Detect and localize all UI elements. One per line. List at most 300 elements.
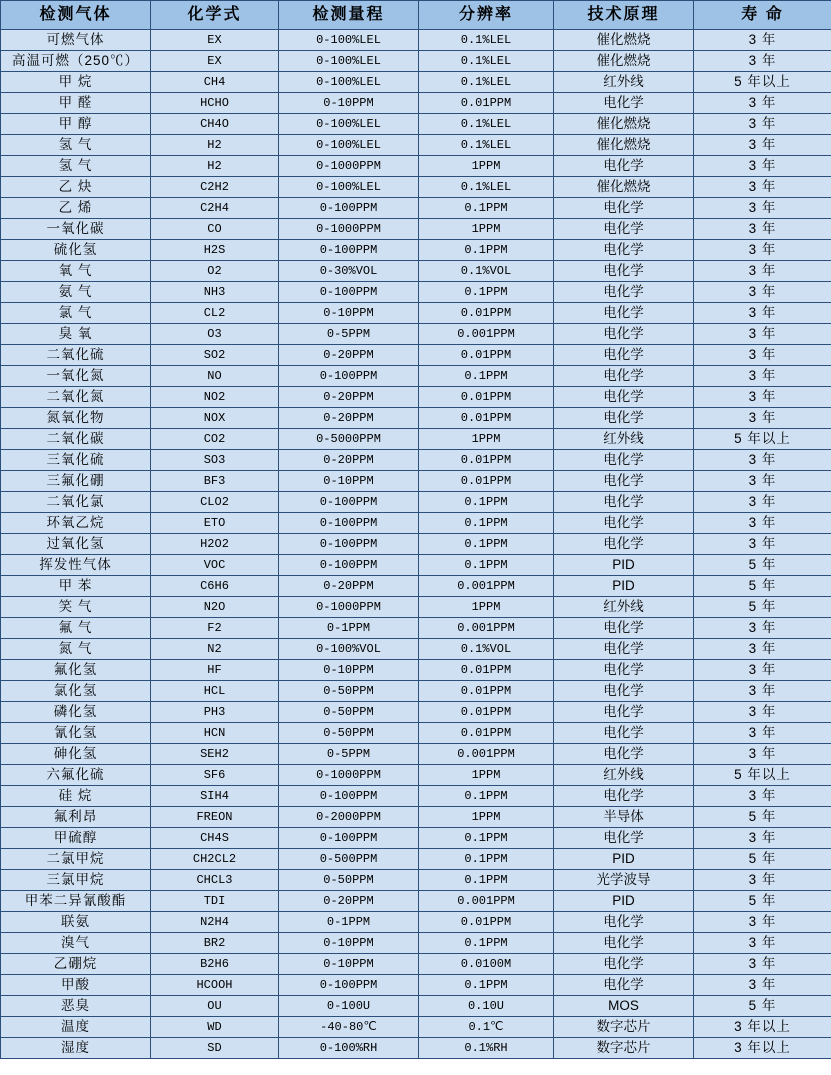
cell-gas-name: 一氧化氮 (1, 366, 151, 387)
cell-lifespan: 3 年 (694, 492, 831, 513)
cell-chemical-formula: N2H4 (151, 912, 279, 933)
cell-chemical-formula: H2 (151, 135, 279, 156)
cell-detection-range: 0-50PPM (279, 870, 419, 891)
cell-technical-principle: 电化学 (554, 471, 694, 492)
cell-lifespan: 3 年 (694, 30, 831, 51)
cell-detection-range: 0-1000PPM (279, 156, 419, 177)
cell-lifespan: 3 年 (694, 534, 831, 555)
cell-chemical-formula: SD (151, 1038, 279, 1059)
cell-lifespan: 3 年 (694, 933, 831, 954)
cell-chemical-formula: H2 (151, 156, 279, 177)
cell-chemical-formula: CH4S (151, 828, 279, 849)
table-row (1, 135, 831, 156)
cell-gas-name: 过氧化氢 (1, 534, 151, 555)
cell-technical-principle: 电化学 (554, 303, 694, 324)
cell-chemical-formula: SO2 (151, 345, 279, 366)
cell-gas-name: 甲 苯 (1, 576, 151, 597)
table-row (1, 870, 831, 891)
cell-resolution: 0.1%LEL (419, 177, 554, 198)
table-row (1, 471, 831, 492)
cell-lifespan: 3 年 (694, 702, 831, 723)
cell-lifespan: 5 年 (694, 807, 831, 828)
cell-lifespan: 3 年 (694, 51, 831, 72)
cell-resolution: 0.01PPM (419, 345, 554, 366)
table-row (1, 639, 831, 660)
cell-detection-range: 0-5000PPM (279, 429, 419, 450)
cell-gas-name: 温度 (1, 1017, 151, 1038)
cell-chemical-formula: H2S (151, 240, 279, 261)
cell-lifespan: 3 年 (694, 93, 831, 114)
cell-lifespan: 3 年以上 (694, 1038, 831, 1059)
cell-detection-range: 0-100PPM (279, 828, 419, 849)
cell-resolution: 0.1℃ (419, 1017, 554, 1038)
cell-technical-principle: 电化学 (554, 786, 694, 807)
cell-gas-name: 甲苯二异氰酸酯 (1, 891, 151, 912)
cell-detection-range: 0-100PPM (279, 534, 419, 555)
cell-lifespan: 5 年 (694, 996, 831, 1017)
table-row (1, 744, 831, 765)
cell-resolution: 0.1PPM (419, 828, 554, 849)
table-row (1, 261, 831, 282)
table-row (1, 429, 831, 450)
cell-lifespan: 3 年 (694, 618, 831, 639)
cell-technical-principle: 红外线 (554, 429, 694, 450)
cell-detection-range: 0-50PPM (279, 681, 419, 702)
cell-chemical-formula: BR2 (151, 933, 279, 954)
cell-chemical-formula: CO (151, 219, 279, 240)
table-row (1, 30, 831, 51)
cell-resolution: 0.1PPM (419, 555, 554, 576)
cell-resolution: 0.001PPM (419, 891, 554, 912)
cell-gas-name: 臭 氧 (1, 324, 151, 345)
cell-resolution: 0.1PPM (419, 975, 554, 996)
cell-resolution: 0.01PPM (419, 387, 554, 408)
cell-chemical-formula: FREON (151, 807, 279, 828)
cell-technical-principle: 数字芯片 (554, 1017, 694, 1038)
cell-gas-name: 氯 气 (1, 303, 151, 324)
table-row (1, 303, 831, 324)
table-row (1, 324, 831, 345)
table-row (1, 618, 831, 639)
cell-chemical-formula: O3 (151, 324, 279, 345)
cell-lifespan: 3 年 (694, 471, 831, 492)
cell-lifespan: 3 年 (694, 282, 831, 303)
cell-gas-name: 高温可燃（250℃） (1, 51, 151, 72)
cell-gas-name: 乙 炔 (1, 177, 151, 198)
table-row (1, 492, 831, 513)
cell-resolution: 0.1PPM (419, 282, 554, 303)
table-row (1, 660, 831, 681)
cell-chemical-formula: C2H2 (151, 177, 279, 198)
cell-technical-principle: PID (554, 849, 694, 870)
cell-chemical-formula: HCOOH (151, 975, 279, 996)
cell-resolution: 0.1%VOL (419, 261, 554, 282)
cell-lifespan: 3 年 (694, 198, 831, 219)
cell-technical-principle: 电化学 (554, 702, 694, 723)
table-row (1, 408, 831, 429)
cell-resolution: 0.1PPM (419, 492, 554, 513)
column-header-detection-range: 检测量程 (279, 1, 419, 30)
cell-gas-name: 三氟化硼 (1, 471, 151, 492)
cell-lifespan: 3 年 (694, 114, 831, 135)
cell-lifespan: 3 年 (694, 639, 831, 660)
cell-technical-principle: PID (554, 891, 694, 912)
cell-gas-name: 湿度 (1, 1038, 151, 1059)
cell-technical-principle: 电化学 (554, 219, 694, 240)
cell-lifespan: 3 年 (694, 660, 831, 681)
cell-chemical-formula: BF3 (151, 471, 279, 492)
table-row (1, 681, 831, 702)
cell-technical-principle: 电化学 (554, 534, 694, 555)
cell-gas-name: 恶臭 (1, 996, 151, 1017)
cell-chemical-formula: N2O (151, 597, 279, 618)
cell-lifespan: 3 年 (694, 786, 831, 807)
cell-technical-principle: 电化学 (554, 408, 694, 429)
cell-technical-principle: 电化学 (554, 240, 694, 261)
cell-resolution: 0.01PPM (419, 681, 554, 702)
cell-gas-name: 二氧化碳 (1, 429, 151, 450)
cell-detection-range: 0-100PPM (279, 555, 419, 576)
cell-lifespan: 3 年 (694, 156, 831, 177)
cell-resolution: 1PPM (419, 807, 554, 828)
cell-resolution: 0.01PPM (419, 93, 554, 114)
cell-resolution: 0.001PPM (419, 618, 554, 639)
table-row (1, 51, 831, 72)
cell-lifespan: 5 年以上 (694, 429, 831, 450)
cell-chemical-formula: C2H4 (151, 198, 279, 219)
cell-detection-range: 0-20PPM (279, 345, 419, 366)
cell-lifespan: 3 年 (694, 261, 831, 282)
table-row (1, 156, 831, 177)
table-row (1, 912, 831, 933)
cell-detection-range: 0-1000PPM (279, 765, 419, 786)
cell-detection-range: 0-10PPM (279, 303, 419, 324)
cell-chemical-formula: HCL (151, 681, 279, 702)
cell-chemical-formula: F2 (151, 618, 279, 639)
cell-detection-range: 0-100U (279, 996, 419, 1017)
cell-lifespan: 3 年 (694, 450, 831, 471)
cell-resolution: 1PPM (419, 765, 554, 786)
cell-lifespan: 5 年以上 (694, 765, 831, 786)
cell-detection-range: 0-100PPM (279, 786, 419, 807)
cell-chemical-formula: CH4O (151, 114, 279, 135)
cell-gas-name: 二氧化氮 (1, 387, 151, 408)
cell-detection-range: 0-100PPM (279, 513, 419, 534)
cell-gas-name: 六氟化硫 (1, 765, 151, 786)
cell-technical-principle: 电化学 (554, 681, 694, 702)
cell-gas-name: 乙 烯 (1, 198, 151, 219)
cell-technical-principle: 电化学 (554, 156, 694, 177)
cell-chemical-formula: SIH4 (151, 786, 279, 807)
cell-chemical-formula: CH4 (151, 72, 279, 93)
cell-lifespan: 5 年以上 (694, 72, 831, 93)
cell-technical-principle: 电化学 (554, 513, 694, 534)
cell-resolution: 0.01PPM (419, 303, 554, 324)
cell-resolution: 0.1%LEL (419, 72, 554, 93)
cell-lifespan: 3 年 (694, 828, 831, 849)
cell-resolution: 0.10U (419, 996, 554, 1017)
cell-chemical-formula: HF (151, 660, 279, 681)
cell-gas-name: 挥发性气体 (1, 555, 151, 576)
table-row (1, 93, 831, 114)
cell-detection-range: 0-2000PPM (279, 807, 419, 828)
cell-resolution: 0.01PPM (419, 450, 554, 471)
cell-detection-range: 0-20PPM (279, 408, 419, 429)
cell-technical-principle: 红外线 (554, 597, 694, 618)
cell-technical-principle: 电化学 (554, 345, 694, 366)
cell-resolution: 0.001PPM (419, 744, 554, 765)
cell-chemical-formula: SO3 (151, 450, 279, 471)
cell-gas-name: 可燃气体 (1, 30, 151, 51)
table-row (1, 576, 831, 597)
cell-resolution: 0.001PPM (419, 324, 554, 345)
cell-detection-range: 0-10PPM (279, 93, 419, 114)
cell-technical-principle: 催化燃烧 (554, 51, 694, 72)
cell-detection-range: 0-20PPM (279, 450, 419, 471)
cell-technical-principle: 电化学 (554, 723, 694, 744)
cell-detection-range: 0-100PPM (279, 240, 419, 261)
cell-gas-name: 硅 烷 (1, 786, 151, 807)
cell-gas-name: 三氧化硫 (1, 450, 151, 471)
table-row (1, 366, 831, 387)
table-row (1, 954, 831, 975)
cell-gas-name: 甲酸 (1, 975, 151, 996)
cell-resolution: 0.01PPM (419, 702, 554, 723)
cell-technical-principle: 电化学 (554, 933, 694, 954)
table-row (1, 786, 831, 807)
cell-lifespan: 3 年以上 (694, 1017, 831, 1038)
cell-lifespan: 3 年 (694, 387, 831, 408)
cell-gas-name: 甲硫醇 (1, 828, 151, 849)
cell-chemical-formula: CO2 (151, 429, 279, 450)
cell-lifespan: 5 年 (694, 849, 831, 870)
cell-gas-name: 环氧乙烷 (1, 513, 151, 534)
cell-detection-range: 0-10PPM (279, 471, 419, 492)
cell-lifespan: 3 年 (694, 240, 831, 261)
table-row (1, 345, 831, 366)
cell-resolution: 0.01PPM (419, 660, 554, 681)
cell-detection-range: 0-500PPM (279, 849, 419, 870)
cell-chemical-formula: CH2CL2 (151, 849, 279, 870)
cell-resolution: 0.1%RH (419, 1038, 554, 1059)
cell-detection-range: -40-80℃ (279, 1017, 419, 1038)
cell-chemical-formula: SF6 (151, 765, 279, 786)
cell-resolution: 0.1PPM (419, 870, 554, 891)
cell-lifespan: 5 年 (694, 597, 831, 618)
cell-resolution: 0.1PPM (419, 933, 554, 954)
table-row (1, 534, 831, 555)
cell-chemical-formula: EX (151, 30, 279, 51)
table-row (1, 555, 831, 576)
cell-detection-range: 0-100PPM (279, 198, 419, 219)
cell-detection-range: 0-20PPM (279, 891, 419, 912)
cell-technical-principle: 电化学 (554, 618, 694, 639)
cell-technical-principle: 催化燃烧 (554, 177, 694, 198)
column-header-gas-name: 检测气体 (1, 1, 151, 30)
cell-technical-principle: 电化学 (554, 660, 694, 681)
column-header-chemical-formula: 化学式 (151, 1, 279, 30)
cell-chemical-formula: OU (151, 996, 279, 1017)
cell-technical-principle: 电化学 (554, 450, 694, 471)
cell-detection-range: 0-100PPM (279, 975, 419, 996)
cell-chemical-formula: CL2 (151, 303, 279, 324)
cell-gas-name: 氢 气 (1, 156, 151, 177)
cell-technical-principle: 电化学 (554, 744, 694, 765)
cell-gas-name: 氧 气 (1, 261, 151, 282)
table-row (1, 597, 831, 618)
cell-detection-range: 0-10PPM (279, 660, 419, 681)
cell-technical-principle: 电化学 (554, 975, 694, 996)
cell-technical-principle: 电化学 (554, 366, 694, 387)
cell-gas-name: 氢 气 (1, 135, 151, 156)
cell-lifespan: 3 年 (694, 513, 831, 534)
cell-chemical-formula: PH3 (151, 702, 279, 723)
table-row (1, 177, 831, 198)
cell-detection-range: 0-10PPM (279, 954, 419, 975)
cell-gas-name: 一氧化碳 (1, 219, 151, 240)
cell-gas-name: 联氨 (1, 912, 151, 933)
cell-technical-principle: 电化学 (554, 639, 694, 660)
cell-resolution: 0.1%LEL (419, 30, 554, 51)
cell-detection-range: 0-100PPM (279, 282, 419, 303)
table-row (1, 1017, 831, 1038)
cell-lifespan: 5 年 (694, 891, 831, 912)
cell-detection-range: 0-30%VOL (279, 261, 419, 282)
cell-technical-principle: 数字芯片 (554, 1038, 694, 1059)
cell-detection-range: 0-100%RH (279, 1038, 419, 1059)
cell-resolution: 1PPM (419, 429, 554, 450)
cell-technical-principle: 电化学 (554, 954, 694, 975)
cell-detection-range: 0-50PPM (279, 702, 419, 723)
cell-detection-range: 0-50PPM (279, 723, 419, 744)
cell-lifespan: 3 年 (694, 744, 831, 765)
cell-technical-principle: 电化学 (554, 93, 694, 114)
cell-gas-name: 氮氧化物 (1, 408, 151, 429)
cell-gas-name: 氟 气 (1, 618, 151, 639)
cell-gas-name: 磷化氢 (1, 702, 151, 723)
table-row (1, 891, 831, 912)
cell-detection-range: 0-1PPM (279, 912, 419, 933)
cell-detection-range: 0-20PPM (279, 387, 419, 408)
cell-resolution: 0.1PPM (419, 534, 554, 555)
cell-detection-range: 0-100PPM (279, 492, 419, 513)
cell-technical-principle: 电化学 (554, 387, 694, 408)
cell-resolution: 0.1%LEL (419, 114, 554, 135)
cell-resolution: 0.1PPM (419, 240, 554, 261)
table-row (1, 849, 831, 870)
cell-technical-principle: 电化学 (554, 282, 694, 303)
cell-technical-principle: 电化学 (554, 492, 694, 513)
cell-technical-principle: 电化学 (554, 828, 694, 849)
table-row (1, 975, 831, 996)
cell-lifespan: 3 年 (694, 303, 831, 324)
table-row (1, 702, 831, 723)
cell-chemical-formula: TDI (151, 891, 279, 912)
cell-technical-principle: 催化燃烧 (554, 135, 694, 156)
cell-resolution: 0.1PPM (419, 513, 554, 534)
cell-detection-range: 0-10PPM (279, 933, 419, 954)
cell-gas-name: 氟化氢 (1, 660, 151, 681)
table-header (1, 1, 831, 30)
cell-lifespan: 3 年 (694, 324, 831, 345)
cell-resolution: 0.01PPM (419, 912, 554, 933)
cell-gas-name: 氯化氢 (1, 681, 151, 702)
cell-chemical-formula: ETO (151, 513, 279, 534)
table-row (1, 72, 831, 93)
cell-technical-principle: 电化学 (554, 912, 694, 933)
cell-gas-name: 硫化氢 (1, 240, 151, 261)
cell-chemical-formula: CHCL3 (151, 870, 279, 891)
cell-technical-principle: 电化学 (554, 324, 694, 345)
cell-resolution: 0.0100M (419, 954, 554, 975)
cell-lifespan: 3 年 (694, 681, 831, 702)
cell-detection-range: 0-100%LEL (279, 114, 419, 135)
cell-lifespan: 5 年 (694, 576, 831, 597)
cell-chemical-formula: N2 (151, 639, 279, 660)
cell-gas-name: 甲 烷 (1, 72, 151, 93)
column-header-technical-principle: 技术原理 (554, 1, 694, 30)
cell-technical-principle: MOS (554, 996, 694, 1017)
table-row (1, 387, 831, 408)
cell-resolution: 0.1%LEL (419, 135, 554, 156)
cell-gas-name: 二氧化氯 (1, 492, 151, 513)
cell-resolution: 0.1PPM (419, 849, 554, 870)
cell-lifespan: 3 年 (694, 912, 831, 933)
cell-detection-range: 0-5PPM (279, 744, 419, 765)
table-row (1, 1038, 831, 1059)
cell-chemical-formula: NO (151, 366, 279, 387)
table-row (1, 450, 831, 471)
cell-resolution: 0.01PPM (419, 408, 554, 429)
cell-gas-name: 氮 气 (1, 639, 151, 660)
cell-technical-principle: 光学波导 (554, 870, 694, 891)
cell-chemical-formula: CLO2 (151, 492, 279, 513)
cell-detection-range: 0-100PPM (279, 366, 419, 387)
cell-technical-principle: 催化燃烧 (554, 114, 694, 135)
cell-gas-name: 甲 醇 (1, 114, 151, 135)
cell-technical-principle: PID (554, 576, 694, 597)
cell-gas-name: 三氯甲烷 (1, 870, 151, 891)
cell-chemical-formula: SEH2 (151, 744, 279, 765)
cell-detection-range: 0-100%LEL (279, 177, 419, 198)
table-row (1, 114, 831, 135)
cell-lifespan: 3 年 (694, 723, 831, 744)
cell-chemical-formula: NH3 (151, 282, 279, 303)
table-header-row (1, 1, 831, 30)
cell-resolution: 0.01PPM (419, 723, 554, 744)
cell-gas-name: 氰化氢 (1, 723, 151, 744)
cell-gas-name: 砷化氢 (1, 744, 151, 765)
table-row (1, 240, 831, 261)
cell-lifespan: 5 年 (694, 555, 831, 576)
cell-chemical-formula: NO2 (151, 387, 279, 408)
cell-technical-principle: 红外线 (554, 765, 694, 786)
cell-gas-name: 笑 气 (1, 597, 151, 618)
cell-resolution: 0.01PPM (419, 471, 554, 492)
cell-lifespan: 3 年 (694, 177, 831, 198)
cell-lifespan: 3 年 (694, 954, 831, 975)
cell-resolution: 1PPM (419, 156, 554, 177)
cell-resolution: 1PPM (419, 597, 554, 618)
cell-chemical-formula: VOC (151, 555, 279, 576)
cell-gas-name: 乙硼烷 (1, 954, 151, 975)
cell-chemical-formula: H2O2 (151, 534, 279, 555)
cell-gas-name: 二氯甲烷 (1, 849, 151, 870)
cell-detection-range: 0-100%LEL (279, 72, 419, 93)
table-row (1, 996, 831, 1017)
cell-gas-name: 二氧化硫 (1, 345, 151, 366)
cell-detection-range: 0-1PPM (279, 618, 419, 639)
